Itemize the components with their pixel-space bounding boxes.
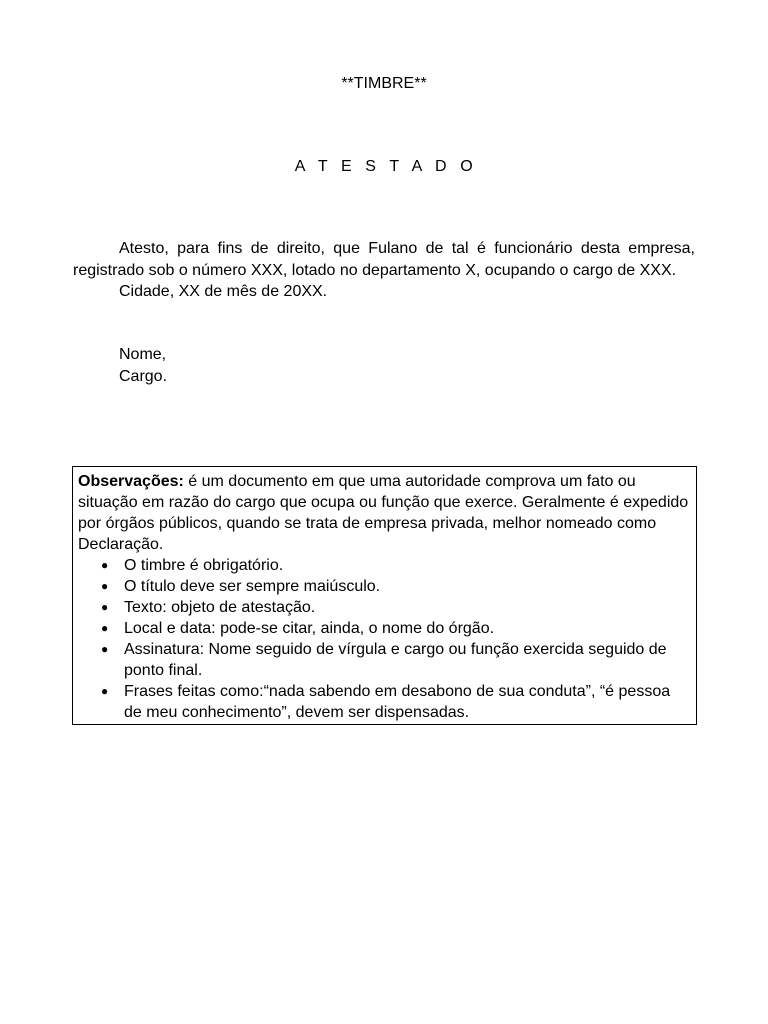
bullet-icon: ● [101, 642, 109, 656]
signature-block [119, 344, 167, 388]
observations-box [72, 466, 697, 725]
bullet-icon: ● [101, 684, 109, 698]
signature-role: Cargo. [119, 368, 168, 385]
bullet-icon: ● [101, 579, 109, 593]
observations-intro [78, 471, 690, 555]
list-item: ● Local e data: pode-se citar, ainda, o nome do órgão. [101, 620, 495, 637]
place-date-line: Cidade, XX de mês de 20XX. [119, 283, 328, 301]
observations-text: é um documento em que uma autoridade comprova um fato ou situação em razão do cargo que ocupa ou função que exerce. Geralmente é expedido por órgãos públicos, quando se trata de empresa privada, melhor nomeado como Declaração. [78, 473, 689, 553]
list-item: ● Frases feitas como:“nada sabendo em desabono de sua conduta”, “é pessoa de meu conhecimento”, devem ser dispensadas. [101, 683, 671, 721]
certificate-paragraph: Atesto, para fins de direito, que Fulano de tal é funcionário desta empresa, registrado sob o número XXX, lotado no departamento X, ocupando o cargo de XXX. [73, 240, 695, 279]
bullet-icon: ● [101, 600, 109, 614]
certificate-body [73, 238, 695, 303]
document-title: A T E S T A D O [294, 158, 478, 175]
letterhead-placeholder: **TIMBRE** [341, 75, 427, 92]
list-item: ● Texto: objeto de atestação. [101, 599, 316, 616]
bullet-icon: ● [101, 621, 109, 635]
signature-name: Nome, [119, 346, 167, 363]
list-item: ● O título deve ser sempre maiúsculo. [101, 578, 381, 595]
list-item: ● Assinatura: Nome seguido de vírgula e cargo ou função exercida seguido de ponto final. [101, 641, 667, 679]
bullet-icon: ● [101, 558, 109, 572]
observations-label: Observações: [78, 473, 184, 490]
observations-list [78, 555, 690, 723]
list-item: ● O timbre é obrigatório. [101, 557, 284, 574]
